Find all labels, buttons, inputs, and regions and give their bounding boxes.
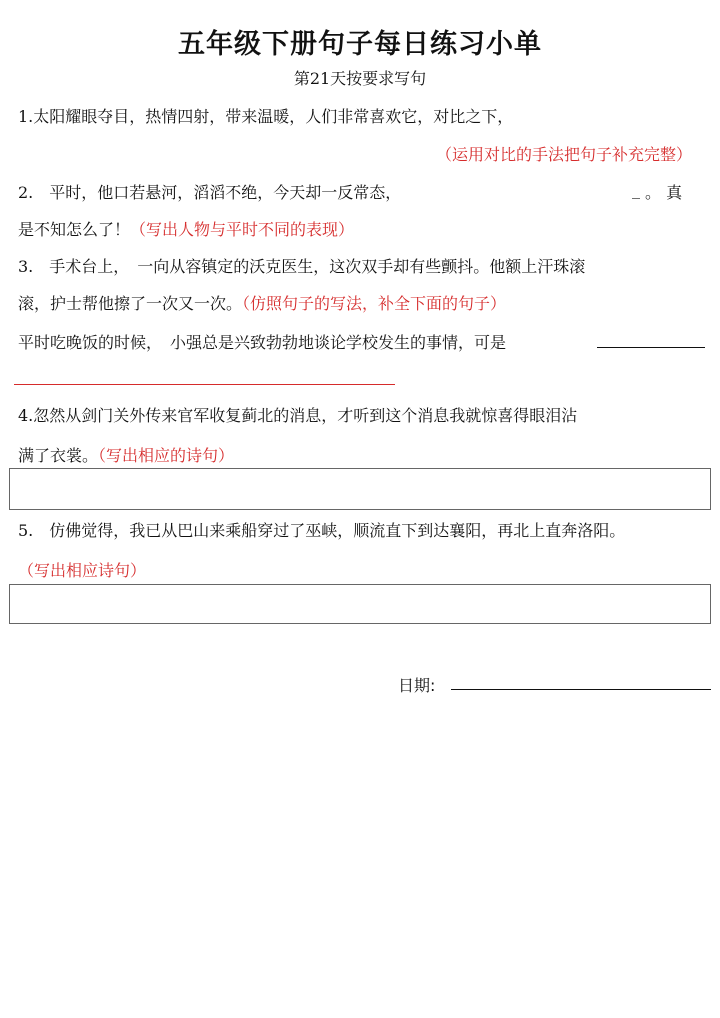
- question-5-text: 5. 仿佛觉得，我已从巴山来乘船穿过了巫峡，顺流直下到达襄阳，再北上直奔洛阳。: [18, 521, 626, 540]
- page-subtitle: 第21天按要求写句: [293, 69, 427, 88]
- question-2-blank[interactable]: _: [632, 180, 640, 199]
- question-3-text-line2: [18, 291, 506, 314]
- question-5-answer-box[interactable]: [9, 584, 711, 624]
- question-2-text-line2: [18, 217, 354, 240]
- question-4-hint: （写出相应的诗句）: [98, 446, 235, 465]
- question-3-hint: （仿照句子的写法，补全下面的句子）: [242, 294, 507, 313]
- question-3-text: 3. 手术台上， 一向从容镇定的沃克医生，这次双手却有些颤抖。他额上汗珠滚: [18, 257, 586, 276]
- question-2-hint: （写出人物与平时不同的表现）: [130, 220, 355, 239]
- question-3-text2: 滚，护士帮他擦了一次又一次。: [18, 294, 243, 313]
- question-2-end: 。 真: [645, 183, 683, 202]
- question-3-answer-line[interactable]: [597, 347, 705, 348]
- question-1-hint: （运用对比的手法把句子补充完整）: [435, 145, 692, 164]
- page-title: 五年级下册句子每日练习小单: [178, 29, 542, 60]
- question-1-text: 1.太阳耀眼夺目，热情四射，带来温暖，人们非常喜欢它，对比之下，: [18, 107, 514, 126]
- question-5-hint: （写出相应诗句）: [18, 561, 147, 580]
- date-label: 日期:: [398, 676, 436, 695]
- question-4-text: 4.忽然从剑门关外传来官军收复蓟北的消息，才听到这个消息我就惊喜得眼泪沾: [18, 406, 578, 425]
- question-3-prompt: 平时吃晚饭的时候， 小强总是兴致勃勃地谈论学校发生的事情，可是: [18, 333, 507, 352]
- question-4-text-line2: [18, 443, 234, 466]
- date-input-line[interactable]: [451, 689, 711, 690]
- question-3-answer-line-2[interactable]: [14, 384, 395, 385]
- question-2-text2: 是不知怎么了！: [18, 220, 131, 239]
- question-4-answer-box[interactable]: [9, 468, 711, 510]
- question-4-text2: 满了衣裳。: [18, 446, 99, 465]
- question-2-text: 2. 平时，他口若悬河，滔滔不绝，今天却一反常态，: [18, 183, 402, 202]
